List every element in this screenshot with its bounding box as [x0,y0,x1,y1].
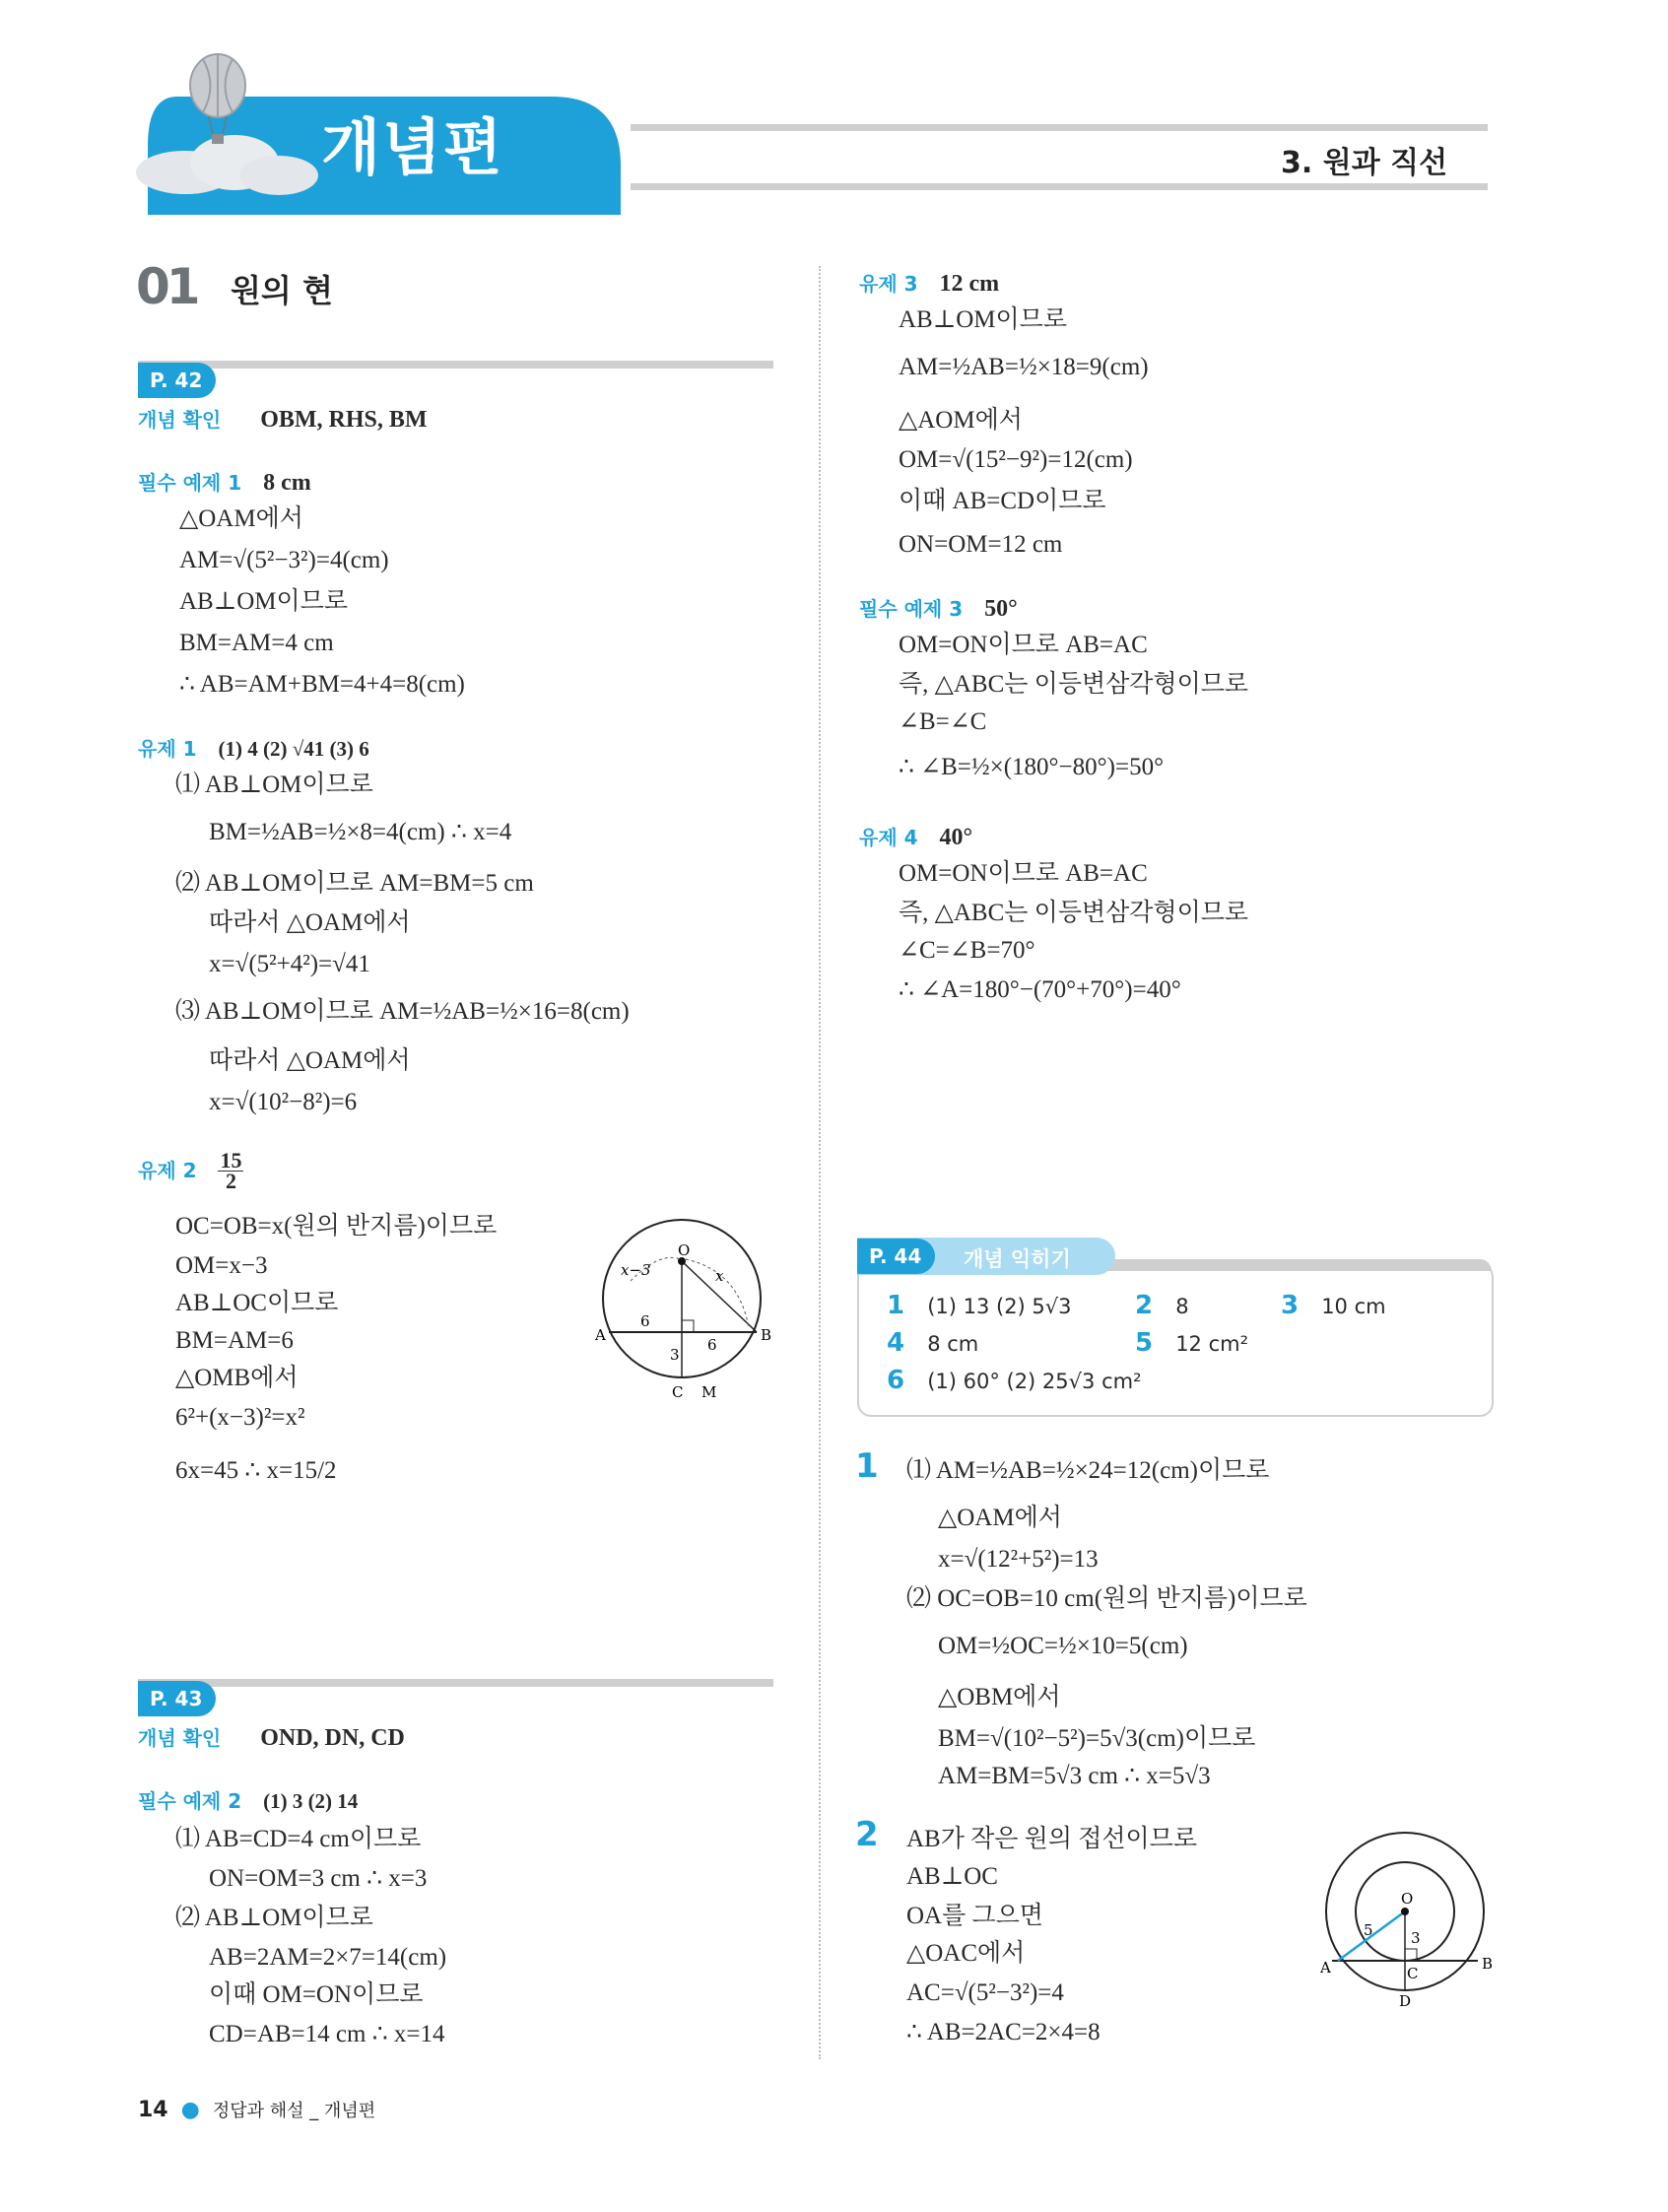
column-divider [819,266,821,2059]
circle-chord-diagram [591,1212,778,1399]
q4-answer: 40° [939,825,973,850]
sol1-line-8: AM=BM=5√3 cm ∴ x=5√3 [938,1763,1211,1789]
ans-text-2: 8 [1175,1295,1189,1318]
page-tab-p43: P. 43 [138,1681,216,1716]
sol1-line-5: OM=½OC=½×10=5(cm) [938,1633,1188,1659]
footer-text: 정답과 해설 _ 개념편 [212,2101,376,2121]
q1-line-3: ⑵ AB⊥OM이므로 AM=BM=5 cm [175,870,534,897]
ans-num-4: 4 [887,1328,905,1358]
ans-text-6: (1) 60° (2) 25√3 cm² [927,1370,1142,1393]
ans-num-1: 1 [887,1291,905,1320]
solution-1-number: 1 [855,1446,879,1486]
q4-line-3: ∠C=∠B=70° [899,937,1035,964]
ex3-line-1: OM=ON이므로 AB=AC [899,632,1148,658]
ex1-line-4: BM=AM=4 cm [179,630,334,656]
label-x-3: x−3 [621,1261,651,1279]
solution-2-number: 2 [855,1815,879,1854]
d2-label-5: 5 [1364,1921,1373,1939]
q1-answer: (1) 4 (2) √41 (3) 6 [218,737,369,761]
page-tab-p44: P. 44 [857,1239,935,1274]
footer-dot-icon: ● [180,2098,200,2122]
sol2-line-2: AB⊥OC [906,1863,998,1890]
sol2-line-4: △OAC에서 [906,1940,1026,1967]
concept-label: 개념 확인 [138,408,222,432]
ex2-line-2: ON=OM=3 cm ∴ x=3 [209,1865,428,1892]
q2-line-6: 6²+(x−3)²=x² [175,1404,305,1431]
q2-label: 유제 2 [138,1159,197,1182]
q3-line-4: OM=√(15²−9²)=12(cm) [899,446,1133,473]
q4-header [859,820,972,854]
page-tab-p42: P. 42 [138,363,216,398]
ex1-line-3: AB⊥OM이므로 [179,588,348,615]
q3-line-1: AB⊥OM이므로 [899,306,1067,333]
q2-line-5: △OMB에서 [175,1365,299,1391]
concept-answer-2: OND, DN, CD [260,1725,405,1751]
q2-answer-den: 2 [225,1169,236,1193]
q3-label: 유제 3 [859,272,918,296]
q2-line-3: AB⊥OC이므로 [175,1290,339,1316]
sol1-line-6: △OBM에서 [938,1684,1061,1710]
ex3-line-4: ∴ ∠B=½×(180°−80°)=50° [899,754,1165,780]
ex3-line-2: 즉, △ABC는 이등변삼각형이므로 [899,671,1249,698]
label-6b: 6 [707,1336,717,1354]
ex2-line-5: 이때 OM=ON이므로 [209,1981,424,2008]
ans-row-3 [1281,1291,1386,1320]
sol1-line-4: ⑵ OC=OB=10 cm(원의 반지름)이므로 [906,1585,1307,1612]
q4-line-4: ∴ ∠A=180°−(70°+70°)=40° [899,976,1181,1003]
concentric-circles-diagram [1318,1825,1496,2012]
q2-line-2: OM=x−3 [175,1252,268,1279]
d2-label-a: A [1320,1959,1331,1977]
q1-header [138,731,369,766]
sol1-line-2: △OAM에서 [938,1505,1062,1531]
label-x: x [715,1267,724,1285]
d2-label-o: O [1401,1890,1414,1908]
example1-answer: 8 cm [263,470,311,496]
q3-answer: 12 cm [939,271,1000,297]
ans-row-1 [887,1291,1072,1320]
answer-box-title: 개념 익히기 [964,1247,1071,1271]
ans-text-3: 10 cm [1321,1295,1386,1318]
example2-header [138,1783,358,1818]
ans-row-2 [1135,1291,1189,1320]
ans-row-5 [1135,1328,1248,1358]
page-tab-bar-2 [138,1679,773,1687]
q1-line-1: ⑴ AB⊥OM이므로 [175,771,373,798]
q2-answer-num: 15 [220,1148,242,1173]
chapter-title: 3. 원과 직선 [1281,146,1448,180]
sol2-line-1: AB가 작은 원의 접선이므로 [906,1826,1197,1852]
hot-air-balloon-icon [183,51,252,150]
ex2-line-6: CD=AB=14 cm ∴ x=14 [209,2021,445,2047]
q1-line-7: 따라서 △OAM에서 [209,1047,411,1074]
section-number: 01 [136,258,197,315]
sol2-line-6: ∴ AB=2AC=2×4=8 [906,2019,1101,2045]
q1-line-8: x=√(10²−8²)=6 [209,1089,358,1115]
q3-line-2: AM=½AB=½×18=9(cm) [899,354,1149,380]
q2-line-4: BM=AM=6 [175,1327,294,1354]
example2-answer: (1) 3 (2) 14 [263,1789,359,1813]
label-o: O [678,1241,691,1259]
d2-label-b: B [1482,1955,1494,1973]
q3-line-3: △AOM에서 [899,407,1023,434]
label-6a: 6 [640,1312,650,1330]
q2-line-1: OC=OB=x(원의 반지름)이므로 [175,1213,498,1240]
q1-line-5: x=√(5²+4²)=√41 [209,951,370,977]
header-line-bottom [631,183,1488,190]
q3-line-6: ON=OM=12 cm [899,531,1063,558]
label-m: M [701,1383,717,1399]
ex2-line-3: ⑵ AB⊥OM이므로 [175,1905,373,1931]
q1-line-4: 따라서 △OAM에서 [209,909,411,936]
banner-title: 개념편 [321,111,504,183]
ans-row-4 [887,1328,978,1358]
ans-text-5: 12 cm² [1175,1332,1249,1356]
footer [138,2097,375,2122]
sol2-line-3: OA를 그으면 [906,1903,1043,1929]
ans-num-3: 3 [1281,1291,1300,1320]
page-number: 14 [138,2098,168,2122]
ans-text-4: 8 cm [927,1332,979,1356]
ans-row-6 [887,1366,1142,1395]
q4-line-1: OM=ON이므로 AB=AC [899,860,1148,887]
label-b: B [761,1326,772,1344]
example2-label: 필수 예제 2 [138,1789,242,1813]
ans-num-6: 6 [887,1366,905,1395]
ex1-line-2: AM=√(5²−3²)=4(cm) [179,547,389,573]
ans-num-2: 2 [1135,1291,1154,1320]
ex1-line-1: △OAM에서 [179,505,303,532]
q4-label: 유제 4 [859,826,918,849]
concept-check [138,402,428,436]
concept-answer: OBM, RHS, BM [260,407,428,433]
d2-label-3: 3 [1411,1929,1421,1947]
q1-line-6: ⑶ AB⊥OM이므로 AM=½AB=½×16=8(cm) [175,998,630,1025]
q4-line-2: 즉, △ABC는 이등변삼각형이므로 [899,900,1249,926]
sol1-line-1: ⑴ AM=½AB=½×24=12(cm)이므로 [906,1457,1270,1484]
ans-text-1: (1) 13 (2) 5√3 [927,1295,1072,1318]
concept-label-2: 개념 확인 [138,1726,222,1750]
label-a: A [595,1326,606,1344]
label-3: 3 [670,1346,680,1364]
section-title: 원의 현 [231,272,333,309]
page-tab-bar [138,361,773,369]
label-c: C [672,1383,684,1399]
concept-check-2 [138,1720,405,1755]
q2-answer [218,1148,243,1193]
q2-line-7: 6x=45 ∴ x=15/2 [175,1457,337,1484]
q2-header [138,1148,245,1193]
d2-label-d: D [1399,1992,1412,2010]
ex2-line-1: ⑴ AB=CD=4 cm이므로 [175,1826,422,1852]
q1-line-2: BM=½AB=½×8=4(cm) ∴ x=4 [209,819,512,845]
q1-label: 유제 1 [138,737,197,761]
example3-header [859,591,1018,626]
sol1-line-3: x=√(12²+5²)=13 [938,1546,1099,1573]
header-line-top [631,124,1488,131]
ex2-line-4: AB=2AM=2×7=14(cm) [209,1944,447,1971]
example1-label: 필수 예제 1 [138,471,242,495]
sol2-line-5: AC=√(5²−3²)=4 [906,1979,1064,2006]
example3-label: 필수 예제 3 [859,597,964,621]
ex3-line-3: ∠B=∠C [899,708,987,735]
example3-answer: 50° [984,596,1018,622]
ex1-line-5: ∴ AB=AM+BM=4+4=8(cm) [179,671,465,698]
d2-label-c: C [1407,1965,1419,1982]
q3-header [859,266,999,301]
example1-header [138,465,311,500]
sol1-line-7: BM=√(10²−5²)=5√3(cm)이므로 [938,1725,1256,1752]
ans-num-5: 5 [1135,1328,1154,1358]
q3-line-5: 이때 AB=CD이므로 [899,488,1106,514]
